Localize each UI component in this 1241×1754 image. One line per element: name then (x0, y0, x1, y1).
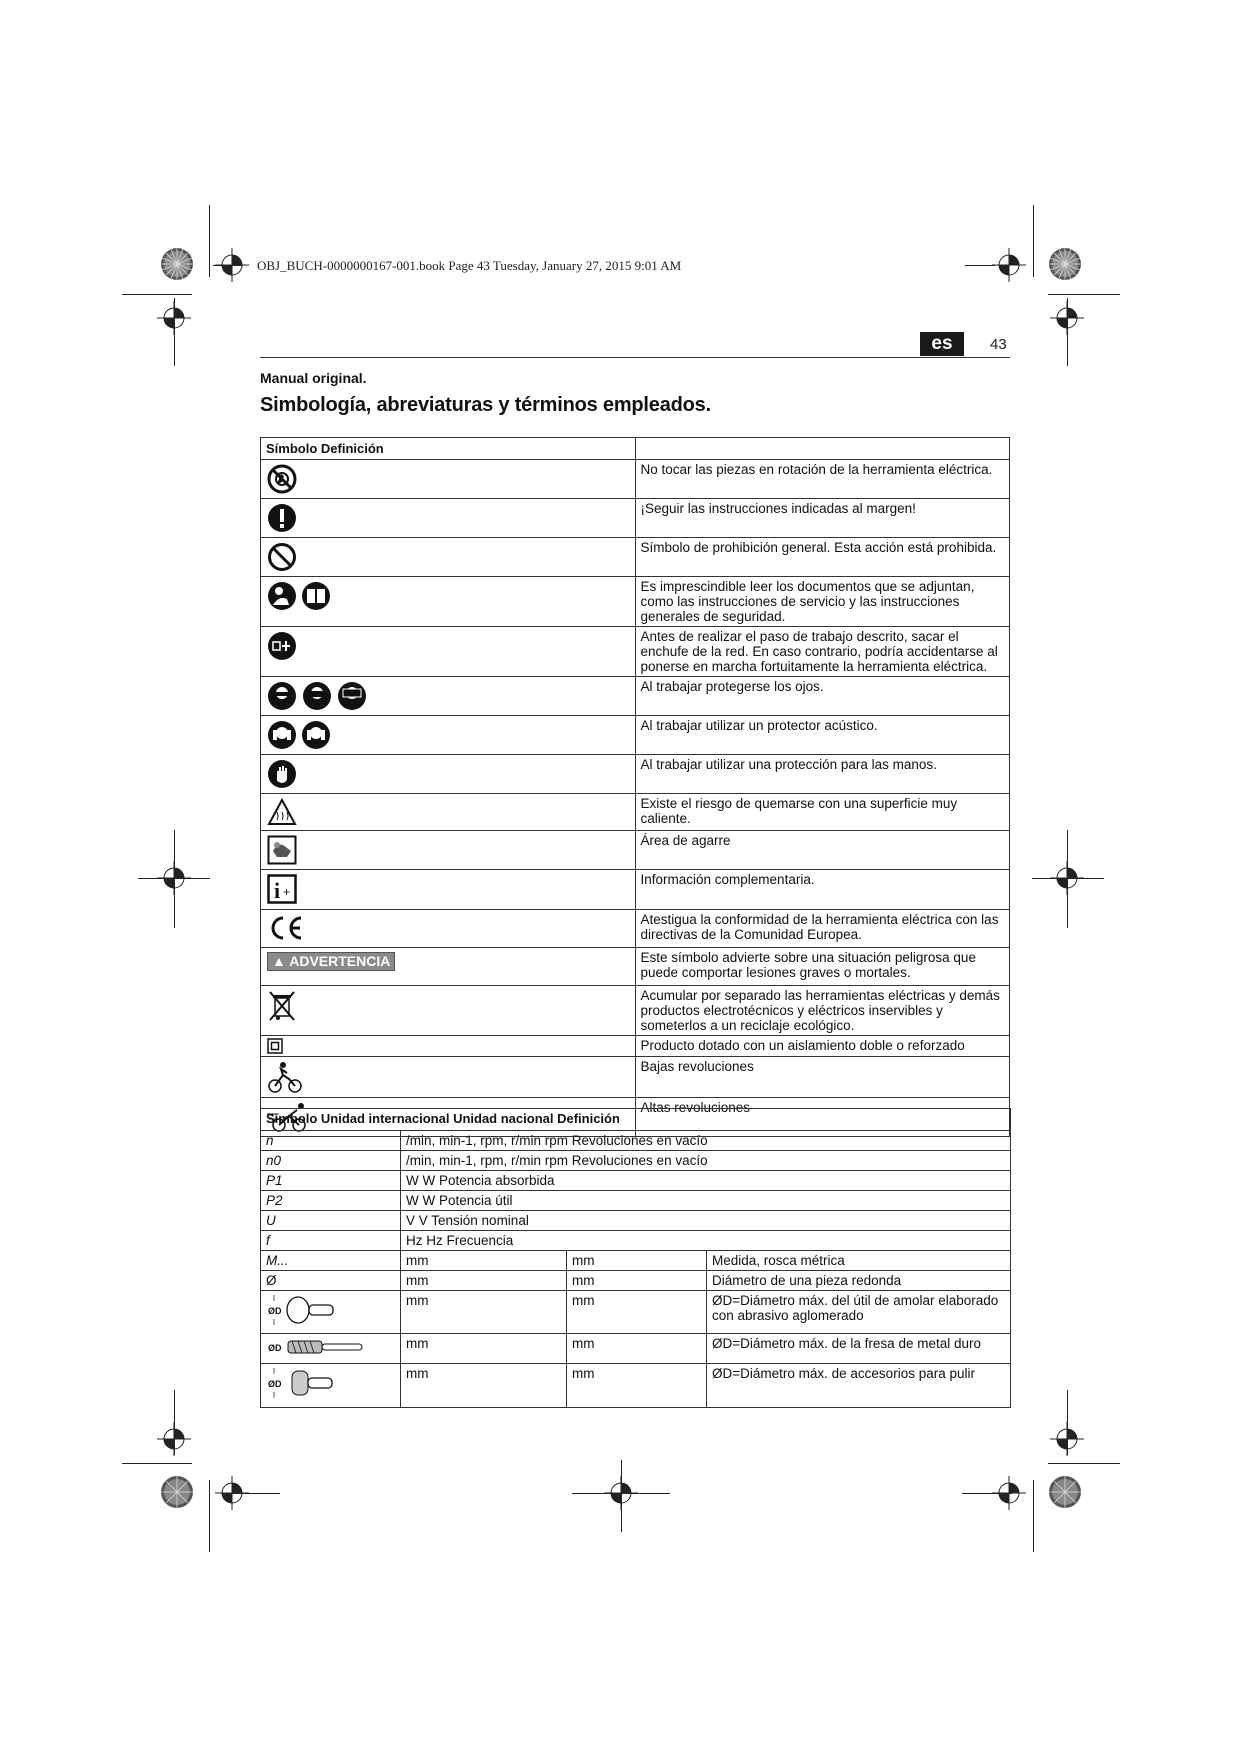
registration-wheel-icon (160, 247, 194, 281)
unit-symbol: P2 (261, 1191, 401, 1211)
units-table (260, 1108, 1011, 1408)
unit-definition: ØD=Diámetro máx. del útil de amolar elaborado con abrasivo aglomerado (707, 1291, 1011, 1334)
svg-text:ØD: ØD (268, 1306, 282, 1316)
table-row (261, 794, 1010, 831)
grinding-bit-icon (266, 1293, 346, 1327)
table-row (261, 1251, 1011, 1271)
header-rule (260, 357, 1010, 358)
table-row (261, 1231, 1011, 1251)
exclamation-icon (267, 503, 297, 533)
definition-text: ¡Seguir las instrucciones indicadas al margen! (635, 499, 1010, 538)
table-row (261, 831, 1010, 870)
definition-text: Antes de realizar el paso de trabajo descrito, sacar el enchufe de la red. En caso contrario, podría accidentarse al ponerse en marcha fortuitamente la herramienta eléctrica. (635, 627, 1010, 677)
registration-wheel-icon (1048, 1475, 1082, 1509)
definition-text: Existe el riesgo de quemarse con una superficie muy caliente. (635, 794, 1010, 831)
warning-triangle-icon: ▲ (272, 953, 286, 969)
definition-text: Al trabajar utilizar una protección para las manos. (635, 755, 1010, 794)
definition-text: Al trabajar protegerse los ojos. (635, 677, 1010, 716)
table-row (261, 1271, 1011, 1291)
table-row (261, 986, 1010, 1036)
units-table-header: Símbolo Unidad internacional Unidad nacional Definición (261, 1109, 1011, 1131)
info-icon (267, 874, 297, 904)
definition-text: Acumular por separado las herramientas eléctricas y demás productos electrotécnicos y eléctricos inservibles y someterlos a un reciclaje ecológico. (635, 986, 1010, 1036)
svg-text:ØD: ØD (268, 1343, 282, 1353)
symbols-table-header: Símbolo Definición (261, 438, 636, 460)
unit-symbol: U (261, 1211, 401, 1231)
grip-area-icon (267, 835, 297, 865)
unit-line: /min, min-1, rpm, r/min rpm Revoluciones en vacío (401, 1131, 1011, 1151)
ear-protection-icon (267, 720, 333, 750)
table-row (261, 577, 1010, 627)
unplug-icon (267, 631, 297, 661)
definition-text: Área de agarre (635, 831, 1010, 870)
table-row (261, 1291, 1011, 1334)
definition-text: Altas revoluciones (635, 1098, 1010, 1137)
crosshair-icon (992, 248, 1026, 282)
table-row (261, 538, 1010, 577)
prohibition-icon (267, 542, 297, 572)
table-row (261, 1151, 1011, 1171)
low-speed-icon (267, 1061, 303, 1093)
manual-label: Manual original. (260, 370, 367, 386)
hand-protection-icon (267, 759, 297, 789)
definition-text: No tocar las piezas en rotación de la herramienta eléctrica. (635, 460, 1010, 499)
unit-international: mm (401, 1291, 567, 1334)
definition-text: Al trabajar utilizar un protector acústico. (635, 716, 1010, 755)
table-row (261, 1171, 1011, 1191)
unit-international: mm (401, 1334, 567, 1364)
table-row (261, 1334, 1011, 1364)
unit-symbol: f (261, 1231, 401, 1251)
unit-symbol: P1 (261, 1171, 401, 1191)
polishing-accessory-icon (266, 1366, 346, 1400)
unit-definition: Diámetro de una pieza redonda (707, 1271, 1011, 1291)
unit-line: W W Potencia útil (401, 1191, 1011, 1211)
table-row (261, 1364, 1011, 1408)
table-row (261, 627, 1010, 677)
unit-national: mm (567, 1251, 707, 1271)
ce-mark-icon (267, 914, 307, 942)
hot-surface-icon (267, 798, 297, 826)
unit-symbol: n (261, 1131, 401, 1151)
svg-text:+: + (283, 885, 291, 899)
carbide-cutter-icon (266, 1336, 376, 1358)
unit-international: mm (401, 1271, 567, 1291)
unit-national: mm (567, 1291, 707, 1334)
page-number: 43 (990, 336, 1007, 353)
unit-definition: ØD=Diámetro máx. de la fresa de metal duro (707, 1334, 1011, 1364)
table-row (261, 1131, 1011, 1151)
unit-symbol: M... (261, 1251, 401, 1271)
unit-line: /min, min-1, rpm, r/min rpm Revoluciones en vacío (401, 1151, 1011, 1171)
table-row (261, 948, 1010, 986)
definition-text: Bajas revoluciones (635, 1057, 1010, 1098)
registration-wheel-icon (160, 1475, 194, 1509)
language-badge: es (920, 332, 964, 356)
read-manual-icon (267, 581, 333, 611)
svg-text:i: i (274, 878, 281, 903)
definition-text: Atestigua la conformidad de la herramienta eléctrica con las directivas de la Comunidad Europea. (635, 910, 1010, 948)
definition-text: Información complementaria. (635, 870, 1010, 910)
unit-definition: Medida, rosca métrica (707, 1251, 1011, 1271)
table-row (261, 460, 1010, 499)
unit-national: mm (567, 1271, 707, 1291)
definition-text: Este símbolo advierte sobre una situación peligrosa que puede comportar lesiones graves o mortales. (635, 948, 1010, 986)
svg-text:ØD: ØD (268, 1379, 282, 1389)
unit-line: Hz Hz Frecuencia (401, 1231, 1011, 1251)
double-insulation-icon (267, 1038, 283, 1054)
unit-symbol: n0 (261, 1151, 401, 1171)
unit-international: mm (401, 1251, 567, 1271)
table-row (261, 499, 1010, 538)
definition-text: Es imprescindible leer los documentos que se adjuntan, como las instrucciones de servicio y las instrucciones generales de seguridad. (635, 577, 1010, 627)
warning-badge: ▲ ADVERTENCIA (267, 952, 395, 971)
definition-text: Símbolo de prohibición general. Esta acción está prohibida. (635, 538, 1010, 577)
table-row (261, 1057, 1010, 1098)
symbols-table (260, 437, 1010, 1137)
unit-definition: ØD=Diámetro máx. de accesorios para pulir (707, 1364, 1011, 1408)
table-row (261, 716, 1010, 755)
unit-line: W W Potencia absorbida (401, 1171, 1011, 1191)
table-row (261, 870, 1010, 910)
unit-national: mm (567, 1334, 707, 1364)
page-title: Simbología, abreviaturas y términos empleados. (260, 394, 711, 416)
table-row (261, 910, 1010, 948)
weee-bin-icon (267, 990, 297, 1022)
table-row (261, 1211, 1011, 1231)
table-row (261, 1036, 1010, 1057)
do-not-touch-icon (267, 464, 297, 494)
registration-wheel-icon (1048, 247, 1082, 281)
definition-text: Producto dotado con un aislamiento doble o reforzado (635, 1036, 1010, 1057)
unit-international: mm (401, 1364, 567, 1408)
table-row (261, 1191, 1011, 1211)
table-row (261, 755, 1010, 794)
unit-symbol: Ø (261, 1271, 401, 1291)
book-info-line: OBJ_BUCH-0000000167-001.book Page 43 Tuesday, January 27, 2015 9:01 AM (257, 258, 682, 273)
unit-line: V V Tensión nominal (401, 1211, 1011, 1231)
unit-national: mm (567, 1364, 707, 1408)
eye-protection-icon (267, 681, 367, 711)
table-row (261, 677, 1010, 716)
